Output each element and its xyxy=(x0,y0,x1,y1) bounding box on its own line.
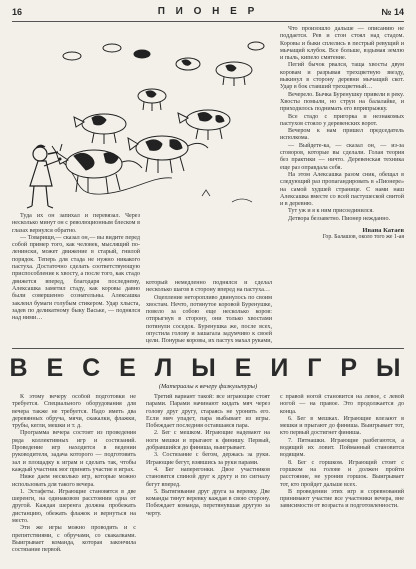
article-column-2 xyxy=(146,394,270,564)
story-paragraph: Пегий бычок рвался, таща хвосты двум коровам и разрывая трехцветную звезду, выкинул в сторону деревни мычащий скот. Удар в бок ставший трехцветный… xyxy=(280,62,404,91)
article-paragraph: с правой ногой становится на левое, с левой ногой — на правое. Это продолжается до конца. xyxy=(280,394,404,415)
article-paragraph: Третий вариант такой: все играющие стоят парами. Парами начинают кидать мяч через голову друг другу, стараясь не уронить его. Если мяч упадет, пара выбывает из игры. Побеждает последняя оставшаяся пара. xyxy=(146,394,270,430)
story-paragraph: — Выйдете-ка, — сказал он, — из-за сговоров, которые вы сделали. Голая теория без практики — ничто. Деревенская техника еще раз оправдала себя. xyxy=(280,142,404,171)
article-paragraph: 2. Бег с мешком. Играющие надевают на ноги мешки и прыгают к финишу. Первый, добравшийся до финиша, выигрывает. xyxy=(146,430,270,452)
story-paragraph: — Товарищи,— сказал он,— вы видите перед собой пример того, как человек, мыслящий по-ленински, может движение в старый, гнилой порядок. Теперь для стада не нужно никакого пастуха. Достаточно сделать соответствующую приспособление к хвосту, а после того, как стадо движется вперед, благодаря последнему, Алексашка заметил стаду, как коровы давно были совершенно сознательны. Алексашка заклеил бумаги голубым стикером. Удар хлыста, задев по деликатному быку Ваське, — поднялся над ними… xyxy=(12,234,140,322)
story-paragraph: Вечерело. Бычка Буренушку привели в реку. Хвосты помыли, но струи на балалайке, и приходилось поднимать его вприпрыжку. xyxy=(280,91,404,113)
story-column-1 xyxy=(12,213,140,345)
story-paragraph: На этом Алексашка разом сник, обещал в следующий раз пропагандировать в «Пионере» на самой худшей странице. С нами наш Алексашка вместе со всей пастушеской свитой и в деревню. xyxy=(280,171,404,208)
story-illustration xyxy=(12,26,274,212)
story-paragraph: Туда их он запихал и перевязал. Через несколько минут он с революционным блеском в глазах вернулся обратно. xyxy=(12,213,140,234)
article-paragraph: 1. Эстафеты. Играющие становятся в две шеренги, на одинаковом расстоянии одна от другой. Каждая шеренга должна пробежать дистанцию, обежать флажок и вернуться на место. xyxy=(12,488,136,525)
article-paragraph: 3. Состязание с бегом, держась за руки. Играющие бегут, взявшись за руки парами. xyxy=(146,452,270,466)
article-column-3 xyxy=(280,394,404,564)
story-column-2 xyxy=(146,280,272,345)
article-paragraph: Ниже даем несколько игр, которые можно использовать для такого вечера. xyxy=(12,474,136,488)
story-paragraph: Детвора беззаветно. Пионер нежданно. xyxy=(288,215,391,222)
story-column-3 xyxy=(280,26,404,344)
author-location: Гор. Балашов, около того же 1-ая xyxy=(322,234,404,241)
page-header xyxy=(12,6,404,20)
article-subtitle: (Материалы к вечеру физкультуры) xyxy=(158,383,258,390)
header-rule xyxy=(12,21,404,22)
article-paragraph: Программа вечера состоит из проведения ряда коллективных игр и состязаний. Проведение игр находится в ведении руководителя, задача которого — подготовить зал и площадку к играм и сделать так, чтобы каждый участник мог принять участие в играх. xyxy=(12,430,136,473)
article-paragraph: В проведении этих игр и соревнований принимают участие все участники вечера, вне зависимости от возраста и подготовленности. xyxy=(280,488,404,510)
article-paragraph: Эти же игры можно проводить и с препятствиями, с обручами, со скакалками. Выигрывает команда, которая закончила состязание первой. xyxy=(12,525,136,554)
story-paragraph: который немедленно поднялся и сделал несколько шагов в сторону вперед на пастуха… xyxy=(146,280,272,294)
story-paragraph: Все стадо с пригорка и незнакомых пастухов стояло у деревенских ворот. xyxy=(280,113,404,127)
article-paragraph: 8. Бег с горшком. Играющий стоит с горшком на голове и должен пройти расстояние, не уронив горшок. Выигрывает тот, кто пройдет дальше всех. xyxy=(280,459,404,488)
page-number: 16 xyxy=(12,7,23,17)
story-paragraph: Вечером к нам пришел председатель исполкома. xyxy=(280,128,404,142)
story-paragraph: Оцепление неторопливо двинулось по своим хвостам. Нечто, потянутое коровой Буренушке, повело за собою еще несколько коров: отпрыгнув в сторону, они только хвостами потянули соседок. Буренушка же, после всех, опустила голову и зашагала задумчиво к своей цели. Понурые коровы, их пастух махал руками, xyxy=(146,294,272,345)
story-paragraph: Что произошло дальше — описанию не поддается. Рев и стон стоял над стадом. Коровы и быки сплелись в пестрый ревущий и мычащий клубок. Все больше, вздымая землю и пыль, кипело смятение. xyxy=(280,26,404,62)
article-column-1 xyxy=(12,394,136,564)
article-title: В Е С Е Л Ы Е И Г Р Ы xyxy=(9,354,407,382)
section-rule xyxy=(12,348,404,349)
article-paragraph: 7. Пятнашки. Играющие разбегаются, а водящий их ловит. Пойманный становится водящим. xyxy=(280,437,404,459)
article-paragraph: 5. Вытягивание друг друга за веревку. Две команды тянут веревку каждая в свою сторону. Побеждает команда, перетянувшая другую за черту. xyxy=(146,488,270,517)
magazine-title: П И О Н Е Р xyxy=(157,6,259,17)
issue-number: № 14 xyxy=(381,7,404,17)
author-signature: Иванa Катаев xyxy=(362,227,404,235)
article-paragraph: 4. Бег наперегонки. Двое участников становятся спиной друг к другу и по сигналу бегут вперед. xyxy=(146,466,270,488)
article-paragraph: 6. Бег в мешках. Играющие влезают в мешки и прыгают до финиша. Выигрывает тот, кто первый достигнет финиша. xyxy=(280,415,404,437)
story-paragraph: Тут уж и я к ним присоединился. xyxy=(288,208,374,215)
article-paragraph: К этому вечеру особой подготовки не требуется. Специального оборудования для вечера также не требуется. Надо иметь два деревянных обруча, мячи, скакалки, флажки, трубы, кегли, мешки и т. д. xyxy=(12,394,136,430)
